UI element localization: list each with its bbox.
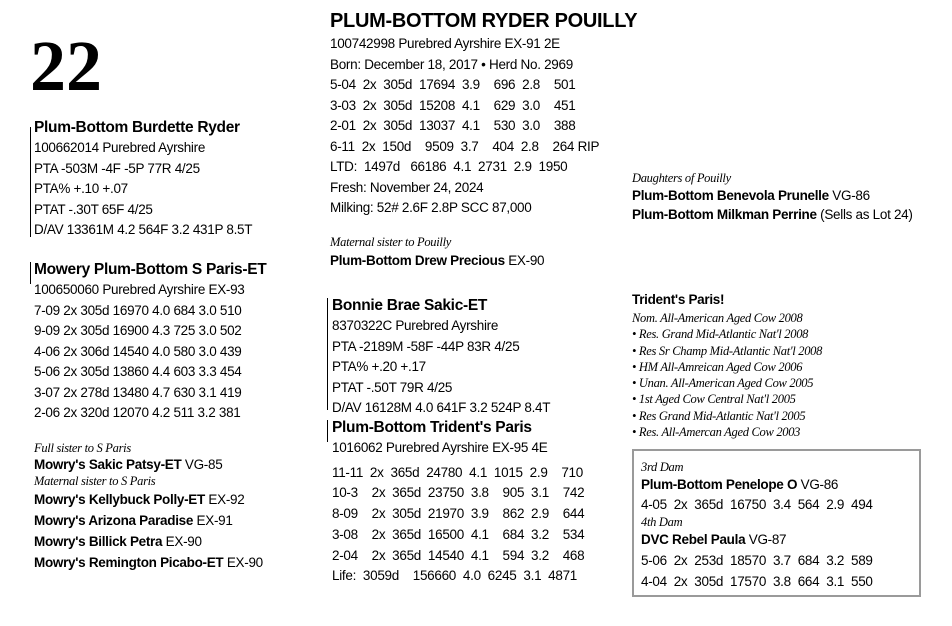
sire-line: PTA% +.10 +.07 bbox=[34, 181, 128, 196]
full-sister-class: VG-85 bbox=[181, 457, 223, 472]
dam-record: 9-09 2x 305d 16900 4.3 725 3.0 502 bbox=[34, 323, 242, 338]
second-dam-reg: 1016062 Purebred Ayrshire EX-95 4E bbox=[332, 440, 548, 455]
cow-record: 2-01 2x 305d 13037 4.1 530 3.0 388 bbox=[330, 118, 576, 133]
daughters-label: Daughters of Pouilly bbox=[632, 171, 731, 185]
achievement-item: • Res. Grand Mid-Atlantic Nat'l 2008 bbox=[632, 327, 809, 342]
sister-name: Mowry's Arizona Paradise bbox=[34, 513, 194, 528]
fourth-dam-entry bbox=[641, 530, 873, 550]
dam-record: 2-06 2x 320d 12070 4.2 511 3.2 381 bbox=[34, 405, 241, 420]
third-dam-label: 3rd Dam bbox=[641, 460, 684, 474]
third-dam-name: Plum-Bottom Penelope O bbox=[641, 477, 798, 492]
second-dam-record: 8-09 2x 305d 21970 3.9 862 2.9 644 bbox=[332, 506, 585, 522]
sisters-block bbox=[34, 440, 263, 573]
sister-class: EX-90 bbox=[223, 555, 263, 570]
second-dam-record: 2-04 2x 365d 14540 4.1 594 3.2 468 bbox=[332, 547, 585, 563]
second-dam-record: 10-3 2x 365d 23750 3.8 905 3.1 742 bbox=[332, 485, 585, 501]
dams-sire-line: D/AV 16128M 4.0 641F 3.2 524P 8.4T bbox=[332, 400, 551, 415]
cow-block bbox=[330, 34, 599, 219]
fourth-dam-label: 4th Dam bbox=[641, 515, 683, 529]
second-dam-life: Life: 3059d 156660 4.0 6245 3.1 4871 bbox=[332, 568, 578, 584]
full-sister-entry bbox=[34, 456, 263, 473]
cow-milking: Milking: 52# 2.6F 2.8P SCC 87,000 bbox=[330, 200, 532, 215]
cow-born: Born: December 18, 2017 • Herd No. 2969 bbox=[330, 56, 573, 72]
maternal-sister-entry bbox=[34, 552, 263, 573]
daughter-class: (Sells as Lot 24) bbox=[816, 207, 913, 222]
second-dam-record: 11-11 2x 365d 24780 4.1 1015 2.9 710 bbox=[332, 464, 583, 480]
box-content bbox=[641, 459, 873, 592]
sister-class: EX-92 bbox=[204, 492, 245, 507]
third-dam-entry bbox=[641, 475, 873, 495]
achievement-item: • Res Grand Mid-Atlantic Nat'l 2005 bbox=[632, 408, 806, 423]
daughter-name: Plum-Bottom Milkman Perrine bbox=[632, 207, 817, 222]
second-dam-bracket bbox=[327, 420, 328, 442]
sister-class: EX-90 bbox=[162, 534, 202, 549]
third-fourth-dam-box bbox=[632, 449, 921, 597]
dam-record: 7-09 2x 305d 16970 4.0 684 3.0 510 bbox=[34, 302, 242, 318]
maternal-sister-entry bbox=[34, 531, 263, 552]
dams-sire-block bbox=[332, 296, 550, 419]
third-dam-class: VG-86 bbox=[797, 477, 839, 492]
full-sister-label: Full sister to S Paris bbox=[34, 441, 131, 455]
dams-sire-line: PTA% +.20 +.17 bbox=[332, 359, 426, 374]
achievements-block bbox=[632, 289, 822, 440]
cow-name: PLUM-BOTTOM RYDER POUILLY bbox=[330, 10, 638, 32]
daughter-class: VG-86 bbox=[828, 188, 870, 203]
dam-bracket bbox=[30, 262, 31, 284]
pouilly-sister-name: Plum-Bottom Drew Precious bbox=[330, 253, 505, 268]
third-dam-record: 4-05 2x 365d 16750 3.4 564 2.9 494 bbox=[641, 497, 873, 512]
cow-ltd: LTD: 1497d 66186 4.1 2731 2.9 1950 bbox=[330, 159, 568, 174]
sire-bracket bbox=[30, 127, 31, 237]
dam-block bbox=[34, 260, 266, 424]
cow-record: 5-04 2x 305d 17694 3.9 696 2.8 501 bbox=[330, 77, 576, 92]
dams-sire-line: PTA -2189M -58F -44P 83R 4/25 bbox=[332, 338, 520, 354]
sire-block bbox=[34, 118, 252, 241]
sire-line: PTA -503M -4F -5P 77R 4/25 bbox=[34, 160, 200, 176]
sire-line: 100662014 Purebred Ayrshire bbox=[34, 140, 206, 155]
achievement-item: • 1st Aged Cow Central Nat'l 2005 bbox=[632, 392, 796, 407]
dam-record: 3-07 2x 278d 13480 4.7 630 3.1 419 bbox=[34, 384, 242, 400]
sire-line: D/AV 13361M 4.2 564F 3.2 431P 8.5T bbox=[34, 222, 253, 237]
dams-sire-bracket bbox=[327, 298, 328, 410]
maternal-sister-label: Maternal sister to S Paris bbox=[34, 474, 156, 488]
sister-class: EX-91 bbox=[193, 513, 233, 528]
daughter-entry bbox=[632, 205, 913, 224]
sister-name: Mowry's Billick Petra bbox=[34, 534, 163, 549]
cow-reg: 100742998 Purebred Ayrshire EX-91 2E bbox=[330, 36, 560, 51]
sire-name: Plum-Bottom Burdette Ryder bbox=[34, 119, 240, 136]
daughter-entry bbox=[632, 186, 913, 205]
cow-record: 6-11 2x 150d 9509 3.7 404 2.8 264 RIP bbox=[330, 138, 600, 154]
second-dam-record: 3-08 2x 365d 16500 4.1 684 3.2 534 bbox=[332, 526, 585, 542]
fourth-dam-record: 4-04 2x 305d 17570 3.8 664 3.1 550 bbox=[641, 574, 873, 589]
pouilly-sister-block bbox=[330, 234, 544, 271]
dams-sire-name: Bonnie Brae Sakic-ET bbox=[332, 297, 488, 314]
maternal-sister-entry bbox=[34, 510, 263, 531]
dams-sire-line: PTAT -.50T 79R 4/25 bbox=[332, 379, 453, 395]
achievement-item: • Unan. All-American Aged Cow 2005 bbox=[632, 376, 814, 391]
fourth-dam-class: VG-87 bbox=[745, 532, 787, 547]
dam-reg: 100650060 Purebred Ayrshire EX-93 bbox=[34, 282, 245, 297]
pouilly-sister-label: Maternal sister to Pouilly bbox=[330, 235, 452, 249]
dams-sire-line: 8370322C Purebred Ayrshire bbox=[332, 318, 499, 333]
fourth-dam-name: DVC Rebel Paula bbox=[641, 532, 746, 547]
dam-record: 4-06 2x 306d 14540 4.0 580 3.0 439 bbox=[34, 343, 242, 359]
dam-record: 5-06 2x 305d 13860 4.4 603 3.3 454 bbox=[34, 364, 242, 379]
pouilly-sister-entry bbox=[330, 250, 544, 271]
pouilly-sister-class: EX-90 bbox=[504, 253, 545, 268]
daughters-block bbox=[632, 170, 913, 224]
second-dam-block bbox=[332, 418, 584, 587]
cow-record: 3-03 2x 305d 15208 4.1 629 3.0 451 bbox=[330, 97, 576, 113]
daughter-name: Plum-Bottom Benevola Prunelle bbox=[632, 188, 829, 203]
sister-name: Mowry's Kellybuck Polly-ET bbox=[34, 492, 205, 507]
achievement-item: Nom. All-American Aged Cow 2008 bbox=[632, 311, 803, 325]
full-sister-name: Mowry's Sakic Patsy-ET bbox=[34, 457, 182, 472]
sister-name: Mowry's Remington Picabo-ET bbox=[34, 555, 224, 570]
fourth-dam-record: 5-06 2x 253d 18570 3.7 684 3.2 589 bbox=[641, 553, 873, 568]
second-dam-name: Plum-Bottom Trident's Paris bbox=[332, 419, 532, 436]
achievement-item: • HM All-Amreican Aged Cow 2006 bbox=[632, 359, 803, 374]
achievements-title: Trident's Paris! bbox=[632, 292, 725, 307]
maternal-sister-entry bbox=[34, 489, 263, 510]
achievement-item: • Res Sr Champ Mid-Atlantic Nat'l 2008 bbox=[632, 343, 823, 358]
cow-fresh: Fresh: November 24, 2024 bbox=[330, 179, 484, 195]
sire-line: PTAT -.30T 65F 4/25 bbox=[34, 201, 153, 217]
lot-number: 22 bbox=[30, 26, 102, 106]
dam-name: Mowery Plum-Bottom S Paris-ET bbox=[34, 261, 267, 278]
achievement-item: • Res. All-Amercan Aged Cow 2003 bbox=[632, 425, 801, 440]
